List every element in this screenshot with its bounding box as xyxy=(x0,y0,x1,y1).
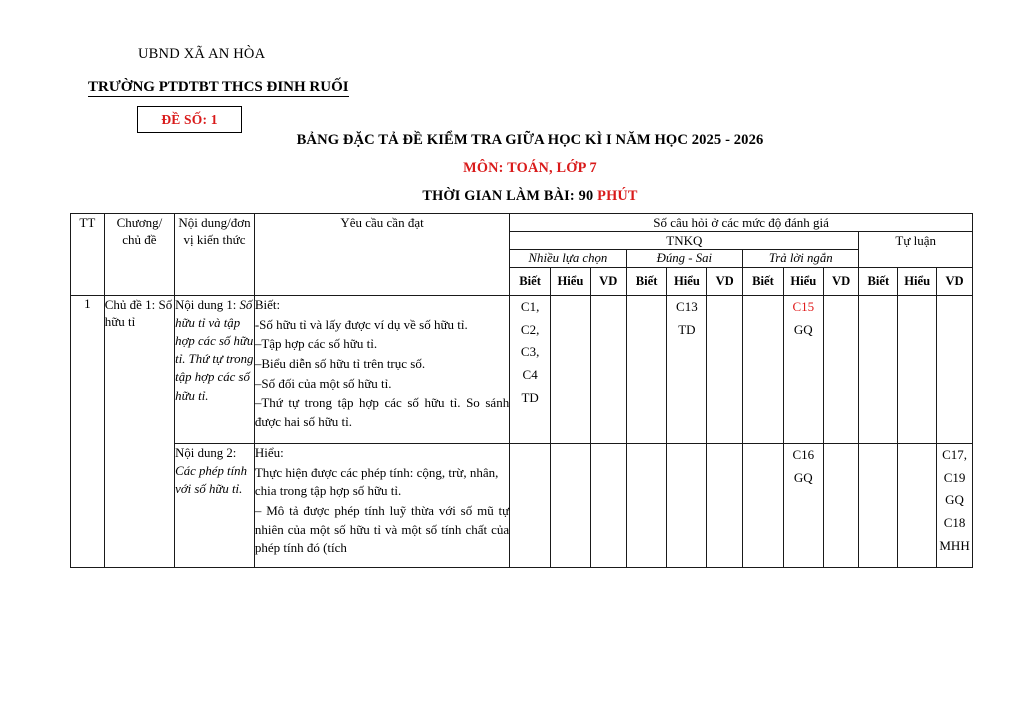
header-level-1: Hiểu xyxy=(551,268,591,296)
header-level-11: VD xyxy=(937,268,973,296)
school-name-text: TRƯỜNG PTDTBT THCS ĐINH RUỐI xyxy=(88,79,349,95)
row-cell-count xyxy=(510,295,551,443)
question-code: C4 xyxy=(522,367,538,383)
row-requirements xyxy=(254,443,509,567)
header-yeu-cau: Yêu cầu cần đạt xyxy=(254,214,509,296)
subject-line: MÔN: TOÁN, LỚP 7 xyxy=(463,160,597,176)
duration-line xyxy=(250,188,810,205)
header-level-9: Biết xyxy=(859,268,898,296)
row-content xyxy=(175,443,255,567)
req-line: –Biểu diễn số hữu tỉ trên trục số. xyxy=(254,355,426,371)
question-code: C3, xyxy=(520,344,540,360)
req-line: –Số đối của một số hữu tỉ. xyxy=(254,375,392,391)
header-noi-dung: Nội dung/đơn vị kiến thức xyxy=(175,214,255,296)
header-level-3: Biết xyxy=(626,268,667,296)
row-content-italic: Các phép tính với số hữu tỉ. xyxy=(175,463,247,497)
req-title: Hiểu: xyxy=(254,444,284,460)
question-code: C13 xyxy=(676,298,698,314)
question-code: C18 xyxy=(943,515,966,531)
question-code: GQ xyxy=(793,469,813,485)
header-chuong-line2: chủ đề xyxy=(122,232,157,248)
row-cell-count xyxy=(743,295,784,443)
question-code: C1, xyxy=(520,298,540,314)
header-dung-sai: Đúng - Sai xyxy=(626,250,742,268)
row-cell-count xyxy=(898,443,937,567)
header-tra-loi-ngan: Trả lời ngắn xyxy=(743,250,859,268)
row-cell-count xyxy=(626,295,667,443)
question-code: C17, xyxy=(942,446,967,462)
row-content-prefix: Nội dung 2: xyxy=(175,445,237,460)
document-title: BẢNG ĐẶC TẢ ĐỀ KIỂM TRA GIỮA HỌC KÌ I NĂM HỌC 2025 - 2026 xyxy=(296,132,764,148)
row-cell-count xyxy=(937,443,973,567)
row-content-prefix: Nội dung 1: xyxy=(175,297,240,312)
header-level-0: Biết xyxy=(510,268,551,296)
table-header-row-1 xyxy=(71,214,973,232)
question-code: C16 xyxy=(792,446,815,462)
header-level-4: Hiểu xyxy=(667,268,707,296)
row-cell-count xyxy=(937,295,973,443)
question-code: MHH xyxy=(939,537,970,553)
table-body xyxy=(71,295,973,567)
req-line: Thực hiện được các phép tính: cộng, trừ, nhân, chia trong tập hợp số hữu tỉ. xyxy=(254,464,499,499)
row-content-italic: Số hữu tỉ và tập hợp các số hữu tỉ. Thứ tự trong tập hợp các số hữu tỉ. xyxy=(175,297,254,403)
duration-unit: PHÚT xyxy=(597,188,638,204)
question-code: GQ xyxy=(945,492,964,508)
row-cell-count xyxy=(783,443,823,567)
header-level-5: VD xyxy=(707,268,743,296)
row-cell-count xyxy=(743,443,784,567)
req-line: –Thứ tự trong tập hợp các số hữu tỉ. So sánh được hai số hữu tỉ. xyxy=(254,395,510,430)
row-cell-count xyxy=(667,443,707,567)
row-cell-count xyxy=(859,295,898,443)
question-code: C2, xyxy=(520,321,540,337)
row-tt: 1 xyxy=(71,295,105,567)
row-requirements xyxy=(254,295,509,443)
row-cell-count xyxy=(823,443,859,567)
row-cell-count xyxy=(898,295,937,443)
row-cell-count xyxy=(859,443,898,567)
exam-number-box xyxy=(137,106,242,133)
row-cell-count xyxy=(823,295,859,443)
row-cell-count xyxy=(590,295,626,443)
question-code: C15 xyxy=(792,298,815,314)
title-block xyxy=(250,132,810,205)
header-so-cau-hoi: Số câu hỏi ở các mức độ đánh giá xyxy=(510,214,973,232)
header-level-2: VD xyxy=(590,268,626,296)
row-cell-count xyxy=(590,443,626,567)
header-nhieu-lua-chon: Nhiều lựa chọn xyxy=(510,250,626,268)
school-name xyxy=(88,79,349,96)
req-line: – Mô tả được phép tính luỹ thừa với số mũ tự nhiên của một số hữu tỉ và một số tính chất của phép tính đó (tích xyxy=(254,502,510,556)
question-code: TD xyxy=(678,321,696,337)
question-code: TD xyxy=(521,389,539,405)
header-tu-luan: Tự luận xyxy=(859,232,973,268)
header-tt: TT xyxy=(71,214,105,296)
table-row xyxy=(71,443,973,567)
row-cell-count xyxy=(707,295,743,443)
header-level-8: VD xyxy=(823,268,859,296)
row-cell-count xyxy=(626,443,667,567)
header-level-7: Hiểu xyxy=(783,268,823,296)
exam-number-label: ĐỀ SỐ: 1 xyxy=(161,111,218,127)
row-cell-count xyxy=(551,295,591,443)
specification-table xyxy=(70,213,973,568)
row-topic: Chủ đề 1: Số hữu tỉ xyxy=(104,295,174,567)
ubnd-line: UBND XÃ AN HÒA xyxy=(138,46,266,62)
header-level-10: Hiểu xyxy=(898,268,937,296)
req-title: Biết: xyxy=(254,296,281,312)
row-content xyxy=(175,295,255,443)
header-chuong-chu-de xyxy=(104,214,174,296)
header-tnkq: TNKQ xyxy=(510,232,859,250)
row-cell-count xyxy=(510,443,551,567)
question-code: C19 xyxy=(943,469,966,485)
row-cell-count xyxy=(783,295,823,443)
row-cell-count xyxy=(667,295,707,443)
req-line: –Tập hợp các số hữu tỉ. xyxy=(254,336,378,352)
req-line: -Số hữu tỉ và lấy được ví dụ về số hữu tỉ. xyxy=(254,316,468,332)
header-chuong-line1: Chương/ xyxy=(116,215,163,230)
table-row xyxy=(71,295,973,443)
question-code: GQ xyxy=(793,321,813,337)
row-cell-count xyxy=(707,443,743,567)
header-level-6: Biết xyxy=(743,268,784,296)
row-cell-count xyxy=(551,443,591,567)
duration-prefix: THỜI GIAN LÀM BÀI: 90 xyxy=(422,188,598,204)
